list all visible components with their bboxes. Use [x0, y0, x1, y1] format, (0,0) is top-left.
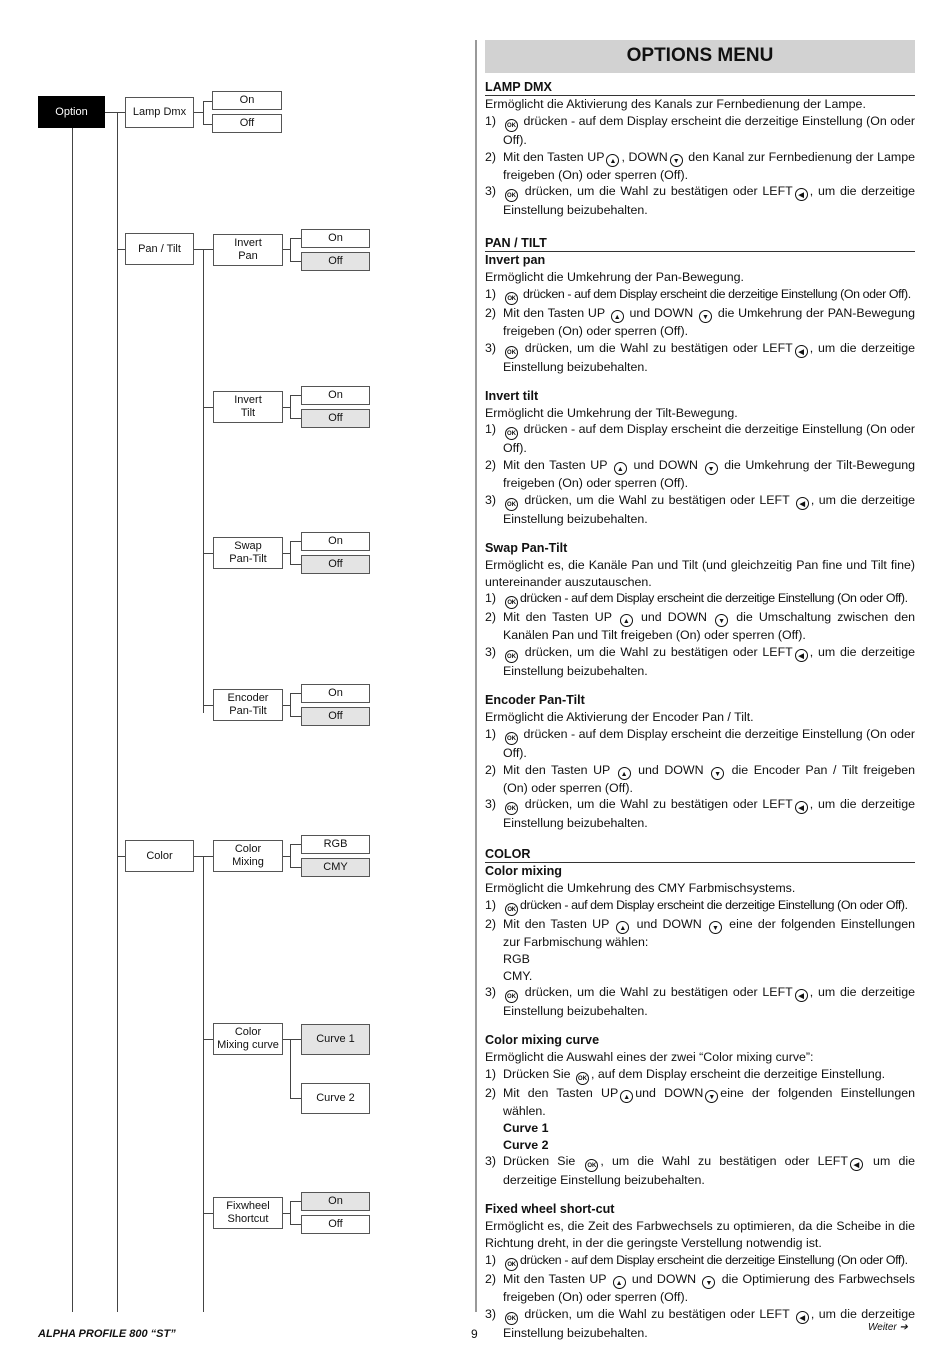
connector-line: [290, 261, 301, 262]
footer-product-title: ALPHA PROFILE 800 “ST”: [38, 1328, 176, 1340]
connector-line: [290, 1224, 301, 1225]
encoder-step-2: 2) Mit den Tasten UP ▲ und DOWN ▼ die Encoder Pan / Tilt freigeben (On) oder sperren (Off).: [485, 762, 915, 795]
page-number: 9: [471, 1327, 478, 1341]
connector-line: [290, 1201, 301, 1202]
left-button-icon: ◀: [795, 989, 808, 1002]
color-mixing-curve-description: Ermöglicht die Auswahl eines der zwei “Color mixing curve”:: [485, 1050, 814, 1065]
left-button-icon: ◀: [795, 188, 808, 201]
left-button-icon: ◀: [796, 497, 809, 510]
invert-pan-step-1: 1) OK drücken - auf dem Display erscheint die derzeitige Einstellung (On oder Off).: [485, 286, 915, 305]
connector-line: [203, 124, 212, 125]
ok-button-icon: OK: [505, 732, 518, 745]
subheading-color-mixing: Color mixing: [485, 864, 562, 879]
encoder-description: Ermöglicht die Aktivierung der Encoder Pan / Tilt.: [485, 709, 754, 724]
tree-node-lamp-dmx: Lamp Dmx: [125, 97, 194, 128]
subheading-color-mixing-curve: Color mixing curve: [485, 1033, 600, 1048]
swap-pan-tilt-description: Ermöglicht es, die Kanäle Pan und Tilt (und gleichzeitig Pan fine und Tilt fine) untereinander auszutauschen.: [485, 557, 915, 589]
tree-option-invert-tilt-off: Off: [301, 409, 370, 428]
subheading-swap-pan-tilt: Swap Pan-Tilt: [485, 540, 568, 555]
tree-group-line: [117, 112, 118, 1312]
connector-line: [290, 395, 291, 418]
connector-line: [290, 418, 301, 419]
ok-button-icon: OK: [505, 346, 518, 359]
subheading-invert-pan: Invert pan: [485, 253, 546, 268]
ok-button-icon: OK: [505, 119, 518, 132]
tree-option-fixwheel-off: Off: [301, 1215, 370, 1234]
tree-node-pan-tilt: Pan / Tilt: [125, 233, 194, 265]
connector-line: [283, 407, 290, 408]
invert-tilt-step-2: 2) Mit den Tasten UP ▲ und DOWN ▼ die Umkehrung der Tilt-Bewegung freigeben (On) oder sperren (Off).: [485, 458, 915, 491]
invert-tilt-step-1: 1) OK drücken - auf dem Display erscheint die derzeitige Einstellung (On oder Off).: [485, 422, 915, 456]
up-button-icon: ▲: [614, 462, 627, 475]
connector-line: [283, 1213, 290, 1214]
left-button-icon: ◀: [850, 1158, 863, 1171]
swap-step-3: 3) OK drücken, um die Wahl zu bestätigen oder LEFT ◀ , um die derzeitige Einstellung beizubehalten.: [485, 645, 915, 679]
up-button-icon: ▲: [616, 921, 629, 934]
connector-line: [290, 867, 301, 868]
connector-line: [203, 101, 204, 124]
fixed-step-3: 3) OK drücken, um die Wahl zu bestätigen oder LEFT ◀ , um die derzeitige Einstellung beizubehalten.: [485, 1306, 915, 1340]
down-button-icon: ▼: [699, 310, 712, 323]
connector-line: [290, 541, 291, 564]
ok-button-icon: OK: [505, 498, 518, 511]
connector-line: [290, 1098, 301, 1099]
connector-line: [290, 1201, 291, 1224]
invert-tilt-description: Ermöglicht die Umkehrung der Tilt-Bewegung.: [485, 405, 738, 420]
page-title: OPTIONS MENU: [485, 40, 915, 73]
tree-node-fixwheel-shortcut: Fixwheel Shortcut: [213, 1197, 283, 1229]
connector-line: [105, 112, 125, 113]
fixed-wheel-description: Ermöglicht es, die Zeit des Farbwechsels zu optimieren, da die Scheibe in die Richtung dreht, in der die geringste Verstellung notwendig ist.: [485, 1219, 915, 1250]
section-heading-pan-tilt: PAN / TILT: [485, 235, 915, 252]
connector-line: [283, 705, 290, 706]
tree-node-invert-tilt: Invert Tilt: [213, 391, 283, 423]
connector-line: [283, 249, 290, 250]
up-button-icon: ▲: [611, 310, 624, 323]
connector-line: [290, 693, 291, 716]
tree-option-invert-pan-off: Off: [301, 252, 370, 271]
left-button-icon: ◀: [796, 1311, 809, 1324]
section-heading-lamp-dmx: LAMP DMX: [485, 79, 915, 96]
connector-line: [290, 564, 301, 565]
tree-option-curve-1: Curve 1: [301, 1024, 370, 1055]
invert-pan-description: Ermöglicht die Umkehrung der Pan-Bewegung.: [485, 270, 744, 285]
color-mixing-step-2: 2) Mit den Tasten UP ▲ und DOWN ▼ eine der folgenden Einstellungen zur Farbmischung wählen:: [485, 916, 916, 949]
up-button-icon: ▲: [606, 154, 619, 167]
tree-option-invert-pan-on: On: [301, 229, 370, 248]
swap-step-2: 2) Mit den Tasten UP ▲ und DOWN ▼ die Umschaltung zwischen den Kanälen Pan und Tilt freigeben (On) oder sperren (Off).: [485, 610, 915, 643]
connector-line: [203, 249, 204, 713]
column-divider: [475, 40, 477, 1312]
tree-option-cmy: CMY: [301, 858, 370, 877]
tree-node-color-mixing: Color Mixing: [213, 840, 283, 872]
tree-node-invert-pan: Invert Pan: [213, 234, 283, 266]
left-button-icon: ◀: [795, 649, 808, 662]
ok-button-icon: OK: [576, 1072, 589, 1085]
ok-button-icon: OK: [505, 427, 518, 440]
lamp-step-3: 3) OK drücken, um die Wahl zu bestätigen oder LEFT ◀ , um die derzeitige Einstellung beizubehalten.: [485, 184, 915, 218]
connector-line: [290, 238, 301, 239]
ok-button-icon: OK: [505, 292, 518, 305]
connector-line: [203, 1039, 213, 1040]
connector-line: [290, 716, 301, 717]
fixed-step-2: 2) Mit den Tasten UP ▲ und DOWN ▼ die Optimierung des Farbwechsels freigeben (On) oder sperren (Off).: [485, 1271, 915, 1304]
tree-option-encoder-on: On: [301, 684, 370, 703]
continue-link: Weiter ➔: [868, 1322, 908, 1333]
connector-line: [203, 101, 212, 102]
tree-option-fixwheel-on: On: [301, 1192, 370, 1211]
section-heading-color: COLOR: [485, 846, 915, 863]
up-button-icon: ▲: [618, 767, 631, 780]
connector-line: [283, 1039, 301, 1040]
encoder-step-1: 1) OK drücken - auf dem Display erscheint die derzeitige Einstellung (On oder Off).: [485, 726, 915, 760]
tree-option-rgb: RGB: [301, 835, 370, 854]
color-mixing-description: Ermöglicht die Umkehrung des CMY Farbmischsystems.: [485, 881, 796, 896]
up-button-icon: ▲: [613, 1276, 626, 1289]
invert-tilt-step-3: 3) OK drücken, um die Wahl zu bestätigen oder LEFT ◀ , um die derzeitige Einstellung beizubehalten.: [485, 492, 915, 526]
left-button-icon: ◀: [795, 345, 808, 358]
ok-button-icon: OK: [505, 1258, 518, 1271]
curve-step-2: 2) Mit den Tasten UP ▲ und DOWN ▼ eine der folgenden Einstellungen wählen.: [485, 1085, 915, 1118]
tree-option-invert-tilt-on: On: [301, 386, 370, 405]
connector-line: [203, 553, 213, 554]
subheading-fixed-wheel-shortcut: Fixed wheel short-cut: [485, 1202, 615, 1217]
curve-option-1: Curve 1: [503, 1120, 549, 1135]
lamp-step-1: 1) OK drücken - auf dem Display erscheint die derzeitige Einstellung (On oder Off).: [485, 113, 915, 147]
connector-line: [290, 1039, 291, 1098]
connector-line: [290, 844, 291, 867]
ok-button-icon: OK: [505, 1312, 518, 1325]
connector-line: [283, 553, 290, 554]
encoder-step-3: 3) OK drücken, um die Wahl zu bestätigen oder LEFT ◀ , um die derzeitige Einstellung beizubehalten.: [485, 797, 915, 831]
invert-pan-step-2: 2) Mit den Tasten UP ▲ und DOWN ▼ die Umkehrung der PAN-Bewegung freigeben (On) oder sperren (Off).: [485, 305, 915, 338]
invert-pan-step-3: 3) OK drücken, um die Wahl zu bestätigen oder LEFT ◀ , um die derzeitige Einstellung beizubehalten.: [485, 340, 915, 374]
curve-step-1: 1) Drücken Sie OK , auf dem Display erscheint die derzeitige Einstellung.: [485, 1066, 915, 1085]
ok-button-icon: OK: [505, 903, 518, 916]
tree-option-lamp-off: Off: [212, 114, 282, 133]
down-button-icon: ▼: [670, 154, 683, 167]
color-mixing-step-3: 3) OK drücken, um die Wahl zu bestätigen oder LEFT ◀ , um die derzeitige Einstellung beizubehalten.: [485, 985, 915, 1019]
color-mixing-option-cmy: CMY.: [503, 968, 533, 983]
connector-line: [283, 856, 290, 857]
connector-line: [203, 1213, 213, 1214]
down-button-icon: ▼: [715, 614, 728, 627]
ok-button-icon: OK: [505, 189, 518, 202]
connector-line: [117, 856, 125, 857]
tree-node-encoder-pan-tilt: Encoder Pan-Tilt: [213, 689, 283, 721]
options-text-column: [485, 40, 915, 1341]
down-button-icon: ▼: [709, 921, 722, 934]
ok-button-icon: OK: [505, 596, 518, 609]
tree-trunk-line: [72, 128, 73, 1312]
subheading-encoder-pan-tilt: Encoder Pan-Tilt: [485, 692, 585, 707]
ok-button-icon: OK: [505, 802, 518, 815]
subheading-invert-tilt: Invert tilt: [485, 388, 539, 403]
color-mixing-option-rgb: RGB: [503, 951, 530, 966]
tree-root-option: Option: [38, 96, 105, 128]
up-button-icon: ▲: [620, 1090, 633, 1103]
up-button-icon: ▲: [620, 614, 633, 627]
color-mixing-step-1: 1) OK drücken - auf dem Display erscheint die derzeitige Einstellung (On oder Off).: [485, 897, 915, 916]
ok-button-icon: OK: [505, 990, 518, 1003]
connector-line: [203, 407, 213, 408]
down-button-icon: ▼: [702, 1276, 715, 1289]
down-button-icon: ▼: [705, 1090, 718, 1103]
tree-option-encoder-off: Off: [301, 707, 370, 726]
connector-line: [117, 249, 125, 250]
tree-node-color-mixing-curve: Color Mixing curve: [213, 1023, 283, 1055]
swap-step-1: 1) OK drücken - auf dem Display erscheint die derzeitige Einstellung (On oder Off).: [485, 590, 915, 609]
curve-option-2: Curve 2: [503, 1137, 549, 1152]
connector-line: [290, 541, 301, 542]
connector-line: [290, 693, 301, 694]
fixed-step-1: 1) OK drücken - auf dem Display erscheint die derzeitige Einstellung (On oder Off).: [485, 1252, 915, 1271]
tree-option-curve-2: Curve 2: [301, 1083, 370, 1114]
connector-line: [290, 844, 301, 845]
down-button-icon: ▼: [705, 462, 718, 475]
tree-node-swap-pan-tilt: Swap Pan-Tilt: [213, 537, 283, 569]
tree-option-swap-off: Off: [301, 555, 370, 574]
connector-line: [203, 705, 213, 706]
lamp-dmx-description: Ermöglicht die Aktivierung des Kanals zur Fernbedienung der Lampe.: [485, 97, 866, 111]
connector-line: [203, 856, 204, 1312]
connector-line: [290, 395, 301, 396]
ok-button-icon: OK: [505, 650, 518, 663]
connector-line: [194, 112, 203, 113]
left-button-icon: ◀: [795, 801, 808, 814]
tree-node-color: Color: [125, 840, 194, 872]
tree-option-lamp-on: On: [212, 91, 282, 110]
lamp-step-2: 2) Mit den Tasten UP ▲ , DOWN ▼ den Kanal zur Fernbedienung der Lampe freigeben (On) oder sperren (Off).: [485, 149, 915, 182]
curve-step-3: 3) Drücken Sie OK , um die Wahl zu bestätigen oder LEFT ◀ um die derzeitige Einstellung beizubehalten.: [485, 1154, 915, 1188]
down-button-icon: ▼: [711, 767, 724, 780]
connector-line: [290, 238, 291, 261]
ok-button-icon: OK: [585, 1159, 598, 1172]
tree-option-swap-on: On: [301, 532, 370, 551]
